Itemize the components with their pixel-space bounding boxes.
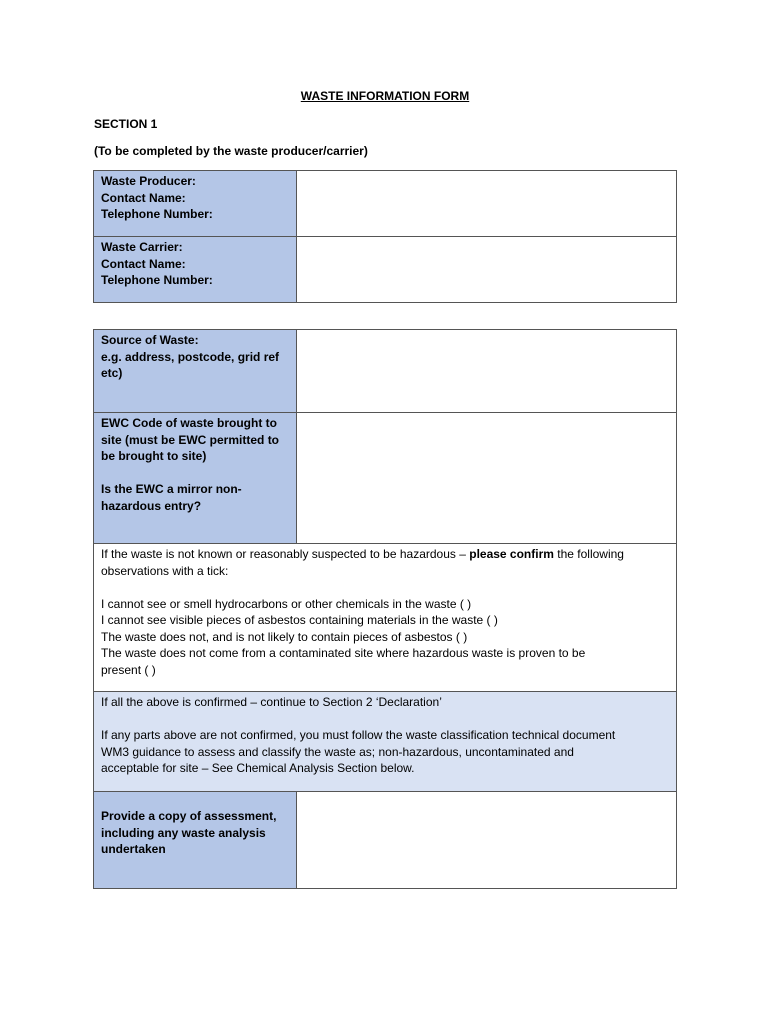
ewc-entry-field[interactable] [297, 413, 677, 544]
ewc-label-1: EWC Code of waste brought to [101, 416, 277, 430]
waste-details-table [93, 329, 677, 889]
source-label: Source of Waste: [101, 333, 199, 347]
mirror-question-1: Is the EWC a mirror non- [101, 482, 242, 496]
producer-contact-label: Contact Name: [101, 190, 186, 205]
carrier-contact-label: Contact Name: [101, 256, 186, 271]
section-heading: SECTION 1 [94, 117, 158, 131]
producer-label: Waste Producer: [101, 174, 196, 188]
contact-details-table [93, 170, 677, 303]
ewc-label-cell [94, 413, 297, 544]
observation-asbestos-likely[interactable]: The waste does not, and is not likely to contain pieces of asbestos ( ) [101, 629, 468, 644]
assessment-label-cell [94, 792, 297, 889]
hazard-observations-cell [94, 544, 677, 692]
assessment-label-3: undertaken [101, 842, 166, 856]
source-entry-field[interactable] [297, 330, 677, 413]
not-confirmed-line-3: acceptable for site – See Chemical Analysis Section below. [101, 761, 415, 775]
producer-label-cell [94, 171, 297, 237]
source-label-cell [94, 330, 297, 413]
hazard-intro: If the waste is not known or reasonably suspected to be hazardous – please confirm the following [101, 547, 624, 561]
source-hint-2: etc) [101, 366, 123, 380]
observation-asbestos-visible[interactable]: I cannot see visible pieces of asbestos containing materials in the waste ( ) [101, 613, 498, 627]
section-instructions: (To be completed by the waste producer/carrier) [94, 144, 368, 158]
carrier-label: Waste Carrier: [101, 240, 183, 254]
assessment-entry-field[interactable] [297, 792, 677, 889]
observation-hydrocarbons[interactable]: I cannot see or smell hydrocarbons or other chemicals in the waste ( ) [101, 596, 472, 611]
source-hint-1: e.g. address, postcode, grid ref [101, 349, 280, 364]
carrier-phone-label: Telephone Number: [101, 273, 213, 287]
carrier-label-cell [94, 237, 297, 303]
ewc-label-2: site (must be EWC permitted to [101, 432, 280, 447]
producer-phone-label: Telephone Number: [101, 207, 213, 221]
observation-contaminated-site-tick[interactable]: present ( ) [101, 662, 156, 677]
assessment-label-2: including any waste analysis [101, 825, 266, 840]
producer-entry-field[interactable] [297, 171, 677, 237]
carrier-entry-field[interactable] [297, 237, 677, 303]
hazard-intro-line2: observations with a tick: [101, 563, 229, 578]
confirmation-instructions-cell [94, 692, 677, 792]
mirror-question-2: hazardous entry? [101, 498, 202, 513]
not-confirmed-line-1: If any parts above are not confirmed, you must follow the waste classification technical document [101, 728, 616, 742]
confirm-instruction: If all the above is confirmed – continue to Section 2 ‘Declaration’ [101, 695, 442, 709]
observation-contaminated-site[interactable]: The waste does not come from a contaminated site where hazardous waste is proven to be [101, 646, 586, 660]
ewc-label-3: be brought to site) [101, 449, 207, 463]
form-title: WASTE INFORMATION FORM [300, 89, 470, 103]
assessment-label-1: Provide a copy of assessment, [101, 809, 277, 823]
not-confirmed-line-2: WM3 guidance to assess and classify the waste as; non-hazardous, uncontaminated and [101, 744, 574, 759]
